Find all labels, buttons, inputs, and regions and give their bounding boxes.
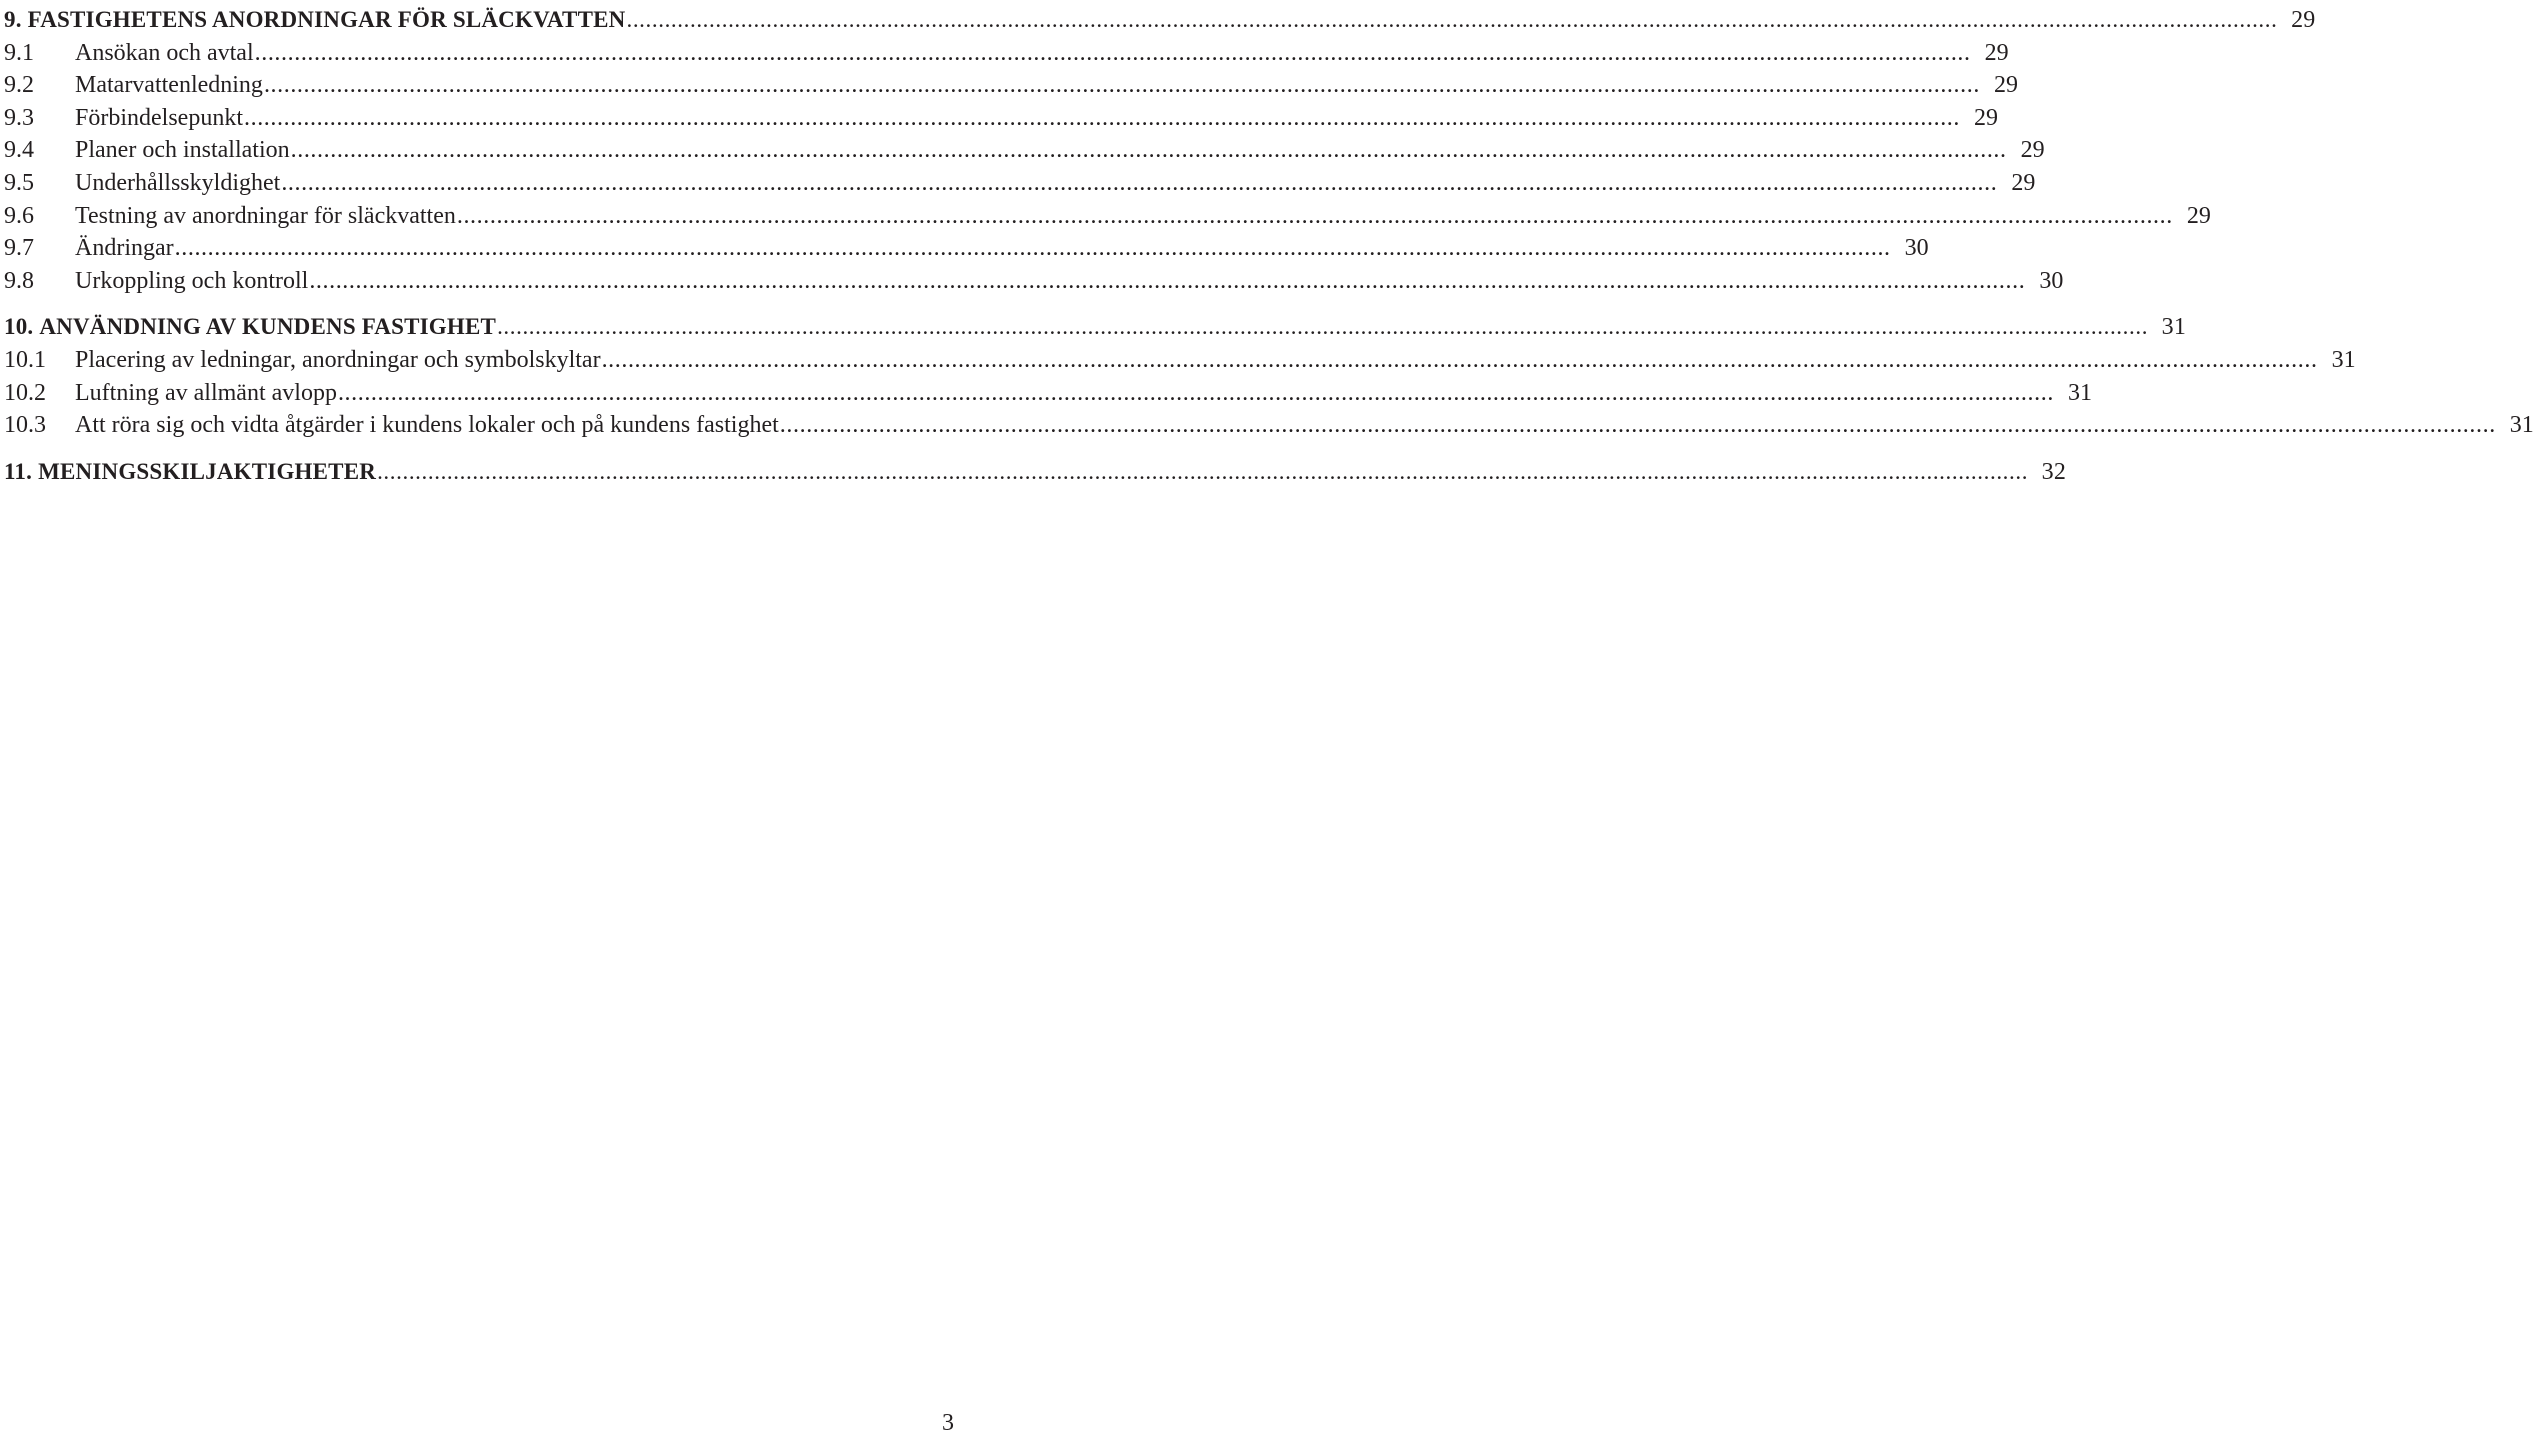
toc-title: FASTIGHETENS ANORDNINGAR FÖR SLÄCKVATTEN	[27, 7, 626, 32]
dot-leader	[281, 167, 1997, 200]
section-spacer	[4, 442, 955, 456]
toc-number: 9.7	[4, 235, 34, 262]
toc-page: 30	[1904, 235, 1929, 262]
toc-number: 9.2	[4, 72, 34, 99]
dot-leader	[497, 311, 2148, 344]
toc-entry-10-3[interactable]	[4, 409, 2534, 442]
toc-title: ANVÄNDNING AV KUNDENS FASTIGHET	[39, 314, 497, 340]
toc-title: MENINGSSKILJAKTIGHETER	[38, 458, 377, 484]
toc-page: 30	[2039, 267, 2064, 294]
toc-title: Matarvattenledning	[75, 72, 263, 99]
toc-number: 9.8	[4, 267, 34, 294]
toc-number: 9.1	[4, 39, 34, 66]
toc-number: 9.3	[4, 104, 34, 131]
section-spacer	[4, 297, 955, 311]
toc-entry-9-6[interactable]	[4, 200, 2211, 233]
toc-title: Ansökan och avtal	[75, 39, 254, 66]
toc-number: 9.5	[4, 169, 34, 196]
toc-title: Underhållsskyldighet	[75, 169, 281, 196]
toc-entry-9-1[interactable]	[4, 37, 2009, 70]
toc-title: Urkoppling och kontroll	[75, 267, 309, 294]
toc-page: 29	[1974, 104, 1998, 131]
toc-chapter-11[interactable]	[4, 456, 2067, 489]
toc-number: 9.6	[4, 202, 34, 229]
toc-entry-9-3[interactable]	[4, 102, 1998, 135]
toc-title: Luftning av allmänt avlopp	[75, 379, 337, 406]
toc-title: Testning av anordningar för släckvatten	[75, 202, 456, 229]
toc-page: 29	[1984, 39, 2009, 66]
toc-page: 31	[2331, 346, 2356, 373]
toc-page: 31	[2509, 412, 2534, 439]
dot-leader	[255, 37, 1971, 70]
table-of-contents	[4, 4, 2534, 488]
dot-leader	[626, 4, 2277, 37]
toc-number: 10.	[4, 314, 34, 340]
toc-title: Planer och installation	[75, 137, 290, 164]
toc-page: 29	[2291, 7, 2316, 33]
page-number: 3	[942, 1410, 954, 1436]
toc-entry-10-1[interactable]	[4, 344, 2356, 377]
dot-leader	[291, 134, 2007, 167]
dot-leader	[780, 409, 2496, 442]
toc-entry-9-8[interactable]	[4, 265, 2064, 298]
toc-title: Ändringar	[75, 235, 174, 262]
dot-leader	[377, 456, 2028, 489]
dot-leader	[602, 344, 2318, 377]
dot-leader	[244, 102, 1960, 135]
toc-title: Att röra sig och vidta åtgärder i kundens lokaler och på kundens fastighet	[75, 412, 779, 439]
toc-number: 9.	[4, 7, 22, 32]
toc-chapter-10[interactable]	[4, 311, 2187, 344]
dot-leader	[457, 200, 2173, 233]
dot-leader	[264, 69, 1980, 102]
toc-page: 32	[2041, 458, 2067, 485]
toc-title: Placering av ledningar, anordningar och symbolskyltar	[75, 346, 601, 373]
dot-leader	[338, 377, 2054, 410]
toc-page: 31	[2161, 314, 2187, 341]
toc-page: 29	[2020, 137, 2045, 164]
toc-number: 11.	[4, 458, 33, 484]
toc-entry-9-5[interactable]	[4, 167, 2036, 200]
toc-entry-9-4[interactable]	[4, 134, 2045, 167]
toc-chapter-9[interactable]	[4, 4, 2316, 37]
dot-leader	[175, 232, 1891, 265]
toc-entry-9-2[interactable]	[4, 69, 2018, 102]
toc-number: 10.3	[4, 412, 46, 439]
toc-page: 29	[1993, 72, 2018, 99]
toc-entry-10-2[interactable]	[4, 377, 2092, 410]
toc-number: 10.1	[4, 346, 46, 373]
toc-title: Förbindelsepunkt	[75, 104, 243, 131]
dot-leader	[309, 265, 2025, 298]
toc-page: 29	[2011, 169, 2036, 196]
toc-entry-9-7[interactable]	[4, 232, 1929, 265]
toc-page: 31	[2067, 379, 2092, 406]
toc-number: 10.2	[4, 379, 46, 406]
toc-page: 29	[2186, 202, 2211, 229]
toc-number: 9.4	[4, 137, 34, 164]
